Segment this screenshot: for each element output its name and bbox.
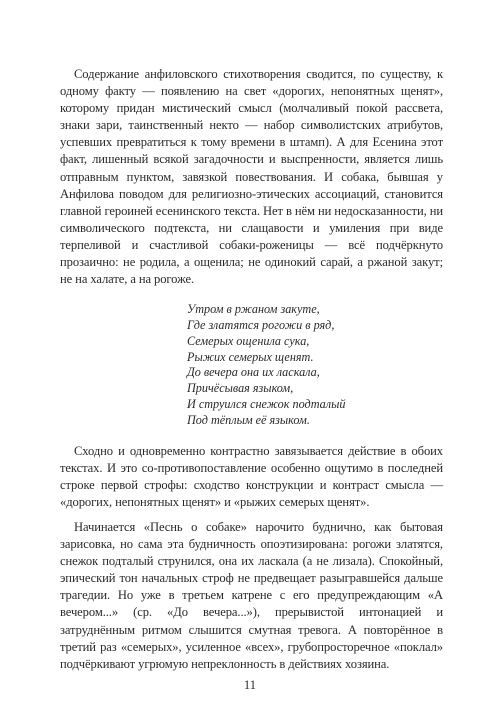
page-content: [60, 66, 443, 673]
poem-line: Утром в ржаном закуте,: [187, 302, 320, 317]
poem-line: Рыжих семерых щенят.: [187, 349, 314, 364]
poem-line: И струился снежок подталый: [187, 397, 346, 411]
paragraph-intro: Содержание анфиловского стихотворения сводится, по существу, к одному факту — появлению на свет «дорогих, непонятных щенят», которому придан мистический смысл (молчаливый покой рассвета, знаки зари, таинственный некто — набор символистских атрибутов, успевших превратиться к тому времени в штамп). А для Есенина этот факт, лишенный всякой загадочности и выспренности, является лишь отправным пунктом, завязкой повествования. И собака, бывшая у Анфилова поводом для религиозно-этических ассоциаций, становится главной героиней есенинского текста. Нет в нём ни недосказанности, ни символического подтекста, ни слащавости и умиления при виде терпеливой и счастливой собаки-роженицы — всё подчёркнуто прозаично: не родила, а ощенила; не одинокий сарай, а ржаной закут; не на халате, а на рогоже.: [60, 67, 443, 287]
poem-line: До вечера она их ласкала,: [187, 365, 320, 380]
paragraph-analysis: Начинается «Песнь о собаке» нарочито буднично, как бытовая зарисовка, но сама эта будничность опоэтизирована: рогожи златятся, снежок подталый струнился, она их ласкала (а не лизала). Спокойный, эпический тон начальных строф не предвещает разыгравшейся дальше трагедии. Но уже в третьем катрене с его предупреждающим «А вечером...» (ср. «До вечера...»), прерывистой интонацией и затруднённым ритмом слышится смутная тревога. А повторённое в третий раз «семерых», усиленное «всех», грубопросторечное «поклал» подчёркивают угрюмую непреклонность в действиях хозяина.: [60, 519, 443, 671]
paragraph-comparison: Сходно и одновременно контрастно завязывается действие в обоих текстах. И это со-противопоставление особенно ощутимо в последней строке первой строфы: сходство конструкции и контраст смысла — «дорогих, непонятных щенят» и «рыжих семерых щенят».: [60, 443, 443, 509]
poem-line: Где златятся рогожи в ряд,: [187, 318, 335, 333]
poem-line: Причёсывая языком,: [187, 381, 294, 396]
poem-line: Семерых ощенила сука,: [187, 333, 310, 348]
poem-line: Под тёплым её языком.: [187, 412, 310, 427]
poem-quote: [187, 302, 443, 428]
page-number: 11: [243, 678, 257, 692]
